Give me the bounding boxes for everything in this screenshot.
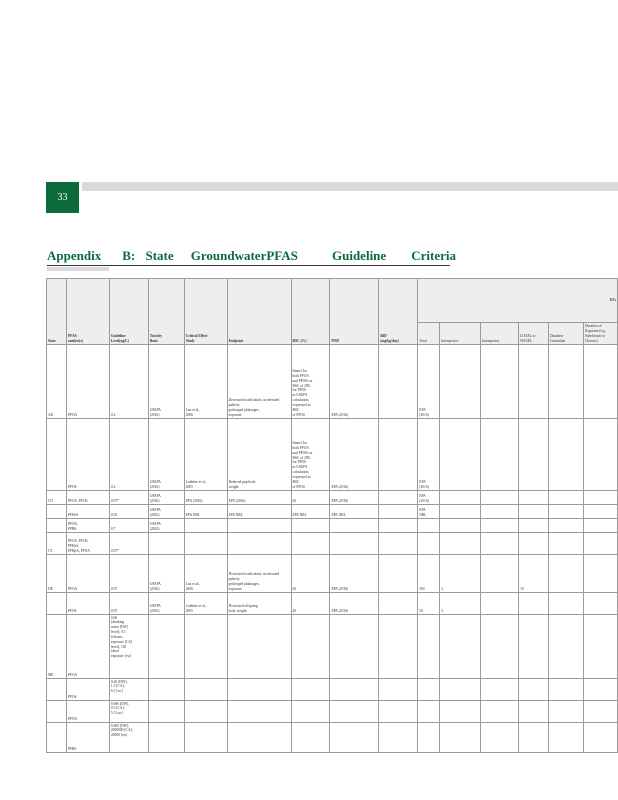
table-cell xyxy=(330,615,379,679)
table-cell: 0.07 xyxy=(109,593,148,615)
table-header-cell: RfD (mg/kg/day) xyxy=(379,279,418,345)
table-cell xyxy=(481,679,519,701)
table-cell xyxy=(184,615,227,679)
table-cell xyxy=(47,679,67,701)
title-word: Guideline xyxy=(332,248,387,263)
table-cell xyxy=(583,723,617,753)
table-cell xyxy=(227,533,291,555)
table-cell xyxy=(583,615,617,679)
appendix-title xyxy=(47,248,457,264)
table-cell: USEPA (2016) xyxy=(148,555,184,593)
table-cell xyxy=(549,505,584,519)
table-cell: PFOS xyxy=(66,679,109,701)
table-header-cell: RSC (%) xyxy=(291,279,330,345)
table-cell xyxy=(583,701,617,723)
table-cell xyxy=(184,519,227,533)
table-cell xyxy=(549,555,584,593)
title-word: State xyxy=(145,248,174,263)
table-cell: PFOS xyxy=(66,593,109,615)
table-cell xyxy=(519,519,549,533)
table-cell xyxy=(481,701,519,723)
table-cell xyxy=(47,519,67,533)
table-header-cell: Toxicity Basis xyxy=(148,279,184,345)
table-cell xyxy=(148,615,184,679)
table-cell: Reduced pup body weight xyxy=(227,419,291,491)
table-cell xyxy=(418,519,440,533)
table-header-cell: UFs xyxy=(418,279,618,323)
table-cell xyxy=(227,723,291,753)
table-cell xyxy=(481,723,519,753)
table-cell xyxy=(379,519,418,533)
table-cell xyxy=(227,701,291,723)
table-cell: PFOA xyxy=(66,555,109,593)
table-cell: EPA (2016) xyxy=(330,593,379,615)
title-word: GroundwaterPFAS xyxy=(190,248,298,263)
page-number: 33 xyxy=(46,182,79,213)
table-cell xyxy=(549,345,584,419)
table-cell: Decreased ossification; accelerated puberty prolonged phalanges, exposure xyxy=(227,345,291,419)
table-cell: 0.02 xyxy=(109,505,148,519)
uf-subheader-cell: Database Limitation xyxy=(549,323,584,345)
table-cell: Decreased offspring body weight xyxy=(227,593,291,615)
table-row xyxy=(47,723,618,753)
table-cell: 0.400 [DW]; 2000000 [CA]; 20000 [sw] xyxy=(109,723,148,753)
table-cell: Decreased ossification; accelerated puberty prolonged phalanges, exposure xyxy=(227,555,291,593)
table-cell xyxy=(291,533,330,555)
table-cell: 0.4 xyxy=(109,345,148,419)
table-cell: EPA NRL xyxy=(330,505,379,519)
table-cell xyxy=(519,723,549,753)
table-cell: DE xyxy=(47,555,67,593)
table-cell xyxy=(481,615,519,679)
table-cell: 20 xyxy=(291,491,330,505)
table-cell: EPA NRL xyxy=(184,505,227,519)
table-cell xyxy=(418,679,440,701)
table-cell xyxy=(227,519,291,533)
table-cell: PFOS xyxy=(66,419,109,491)
table-cell xyxy=(549,491,584,505)
table-cell xyxy=(519,533,549,555)
table-cell: PFOA xyxy=(66,345,109,419)
table-cell: 20 xyxy=(291,555,330,593)
table-cell xyxy=(184,723,227,753)
table-row xyxy=(47,615,618,679)
table-cell: EPA (2016) xyxy=(330,345,379,419)
table-cell: PFOA, PFOS, PFHxS, PFHpA, PFNA xyxy=(66,533,109,555)
table-cell xyxy=(330,679,379,701)
table-cell xyxy=(440,679,481,701)
table-cell: USEPA (2016) xyxy=(148,491,184,505)
table-cell: USEPA (2022) xyxy=(148,519,184,533)
table-cell xyxy=(379,419,418,491)
table-cell xyxy=(549,723,584,753)
table-cell xyxy=(379,723,418,753)
table-header-cell: Endpoint xyxy=(227,279,291,345)
table-header-cell: Critical Effect Study xyxy=(184,279,227,345)
table-cell: 0.07* xyxy=(109,533,148,555)
table-cell xyxy=(148,533,184,555)
table-cell: 0.06 [DW]; 1.5 [CA]; 6.5 [sw] xyxy=(109,679,148,701)
table-cell: 3 xyxy=(440,555,481,593)
uf-subheader-cell: Total xyxy=(418,323,440,345)
table-cell xyxy=(184,701,227,723)
table-cell xyxy=(440,615,481,679)
table-cell: Lau et al., 2006 xyxy=(184,345,227,419)
table-cell xyxy=(519,701,549,723)
table-cell xyxy=(379,533,418,555)
table-cell: EPA (2016) xyxy=(418,345,440,419)
table-cell xyxy=(379,345,418,419)
title-shade xyxy=(47,267,109,271)
table-header-cell: Guideline Level(ug/L) xyxy=(109,279,148,345)
table-row xyxy=(47,519,618,533)
table-cell xyxy=(379,615,418,679)
uf-subheader-cell: Duration of Exposure (e.g. Subchronic to Chronic) xyxy=(583,323,617,345)
table-cell: 10 xyxy=(519,555,549,593)
table-cell xyxy=(330,723,379,753)
table-cell: EPA (2016) xyxy=(330,491,379,505)
table-cell: USEPA (2016) xyxy=(148,593,184,615)
table-cell: EPA (2016) xyxy=(330,555,379,593)
table-row xyxy=(47,505,618,519)
table-cell: 300 xyxy=(418,555,440,593)
table-cell: EPA (2016) xyxy=(330,419,379,491)
table-cell xyxy=(184,679,227,701)
table-cell xyxy=(291,701,330,723)
table-cell xyxy=(227,679,291,701)
header-bar xyxy=(82,182,618,191)
table-cell: 20 xyxy=(291,593,330,615)
table-cell xyxy=(227,615,291,679)
table-cell xyxy=(481,533,519,555)
table-cell xyxy=(519,615,549,679)
table-cell xyxy=(481,593,519,615)
table-cell: CO xyxy=(47,491,67,505)
table-cell xyxy=(148,701,184,723)
table-cell: USEPA (2016) xyxy=(148,419,184,491)
table-cell xyxy=(379,491,418,505)
table-cell xyxy=(291,723,330,753)
table-cell: EPA (2016) xyxy=(418,419,440,491)
table-cell: EPA (2016) xyxy=(184,491,227,505)
table-cell: EPA NRL xyxy=(227,505,291,519)
table-cell: USEPA (2022) xyxy=(148,505,184,519)
table-cell xyxy=(440,505,481,519)
table-cell: EPA (2016) xyxy=(227,491,291,505)
table-cell xyxy=(440,533,481,555)
table-cell xyxy=(583,345,617,419)
table-cell xyxy=(47,419,67,491)
table-cell xyxy=(583,491,617,505)
table-cell xyxy=(379,555,418,593)
table-cell xyxy=(418,533,440,555)
table-row xyxy=(47,491,618,505)
uf-subheader-cell: Intraspecies xyxy=(481,323,519,345)
table-cell xyxy=(481,491,519,505)
table-row xyxy=(47,593,618,615)
table-cell xyxy=(549,533,584,555)
table-cell: Same (for both PFOA and PFOS) as RSC of 20% for PFOS as USEPA calculation, expressed as RSC of PFOS xyxy=(291,345,330,419)
table-cell xyxy=(519,593,549,615)
table-cell: ME xyxy=(47,615,67,679)
table-cell xyxy=(291,679,330,701)
table-cell xyxy=(47,701,67,723)
table-cell xyxy=(583,679,617,701)
uf-subheader-cell: LOAEL to NOAEL xyxy=(519,323,549,345)
table-cell xyxy=(440,345,481,419)
table-cell xyxy=(291,615,330,679)
table-cell xyxy=(379,701,418,723)
table-cell: 3 xyxy=(440,593,481,615)
table-cell xyxy=(519,491,549,505)
table-cell xyxy=(418,701,440,723)
table-cell xyxy=(519,679,549,701)
table-cell xyxy=(418,615,440,679)
table-cell: EPA NRL xyxy=(291,505,330,519)
title-word: B: xyxy=(122,248,136,263)
table-row xyxy=(47,701,618,723)
table-cell: 0.006 [DW]; 0.5 [CA]; 5.5 [sw] xyxy=(109,701,148,723)
table-cell: PFNA xyxy=(66,701,109,723)
table-cell: CT xyxy=(47,533,67,555)
title-underline xyxy=(47,265,450,266)
table-cell xyxy=(583,533,617,555)
table-cell xyxy=(330,533,379,555)
table-cell: PFOA xyxy=(66,615,109,679)
table-cell: USEPA (2016) xyxy=(148,345,184,419)
table-cell xyxy=(440,491,481,505)
table-cell xyxy=(330,519,379,533)
table-row xyxy=(47,419,618,491)
table-row xyxy=(47,555,618,593)
table-cell: Same (for both PFOA and PFOS) as RSC of 20% for PFOS as USEPA calculation, expressed as RSC of PFOS xyxy=(291,419,330,491)
guideline-table xyxy=(46,278,618,753)
table-cell xyxy=(549,419,584,491)
table-cell xyxy=(440,723,481,753)
table-cell: 0.7 xyxy=(109,519,148,533)
table-cell xyxy=(549,519,584,533)
table-cell xyxy=(148,679,184,701)
table-cell: 0.07* xyxy=(109,491,148,505)
table-cell xyxy=(379,679,418,701)
table-cell: AK xyxy=(47,345,67,419)
table-cell: PFOA, PFOS xyxy=(66,491,109,505)
table-cell xyxy=(549,701,584,723)
table-cell xyxy=(379,593,418,615)
table-cell xyxy=(519,345,549,419)
table-cell xyxy=(549,615,584,679)
table-cell xyxy=(583,519,617,533)
table-header-cell: PFAS analyte(s) xyxy=(66,279,109,345)
table-cell xyxy=(379,505,418,519)
uf-subheader-cell: Interspecies xyxy=(440,323,481,345)
table-cell xyxy=(184,533,227,555)
table-cell xyxy=(148,723,184,753)
table-cell: 0.4 xyxy=(109,419,148,491)
table-cell: EPA (2016) xyxy=(418,491,440,505)
table-header-cell: State xyxy=(47,279,67,345)
table-row xyxy=(47,679,618,701)
table-cell: Luebker et al., 2005 xyxy=(184,593,227,615)
table-cell: PFBS xyxy=(66,723,109,753)
table-cell xyxy=(519,505,549,519)
table-cell: Luebker et al., 2005 xyxy=(184,419,227,491)
table-cell xyxy=(440,701,481,723)
table-cell xyxy=(481,505,519,519)
table-cell xyxy=(418,723,440,753)
table-cell xyxy=(47,723,67,753)
table-cell xyxy=(481,519,519,533)
table-cell xyxy=(330,701,379,723)
table-cell xyxy=(549,679,584,701)
table-row xyxy=(47,345,618,419)
table-cell xyxy=(583,555,617,593)
table-row xyxy=(47,533,618,555)
table-cell: PFHxS xyxy=(66,505,109,519)
table-cell xyxy=(583,505,617,519)
table-cell xyxy=(549,593,584,615)
table-cell xyxy=(47,505,67,519)
table-cell: 30 xyxy=(418,593,440,615)
table-cell xyxy=(291,519,330,533)
table-cell xyxy=(440,519,481,533)
table-cell xyxy=(47,593,67,615)
table-cell xyxy=(440,419,481,491)
title-word: Criteria xyxy=(411,248,457,263)
table-cell xyxy=(481,345,519,419)
table-cell xyxy=(481,419,519,491)
title-word: Appendix xyxy=(47,248,102,263)
table-cell: EPA NRL xyxy=(418,505,440,519)
table-header-cell: POD xyxy=(330,279,379,345)
table-cell: Lau et al., 2006 xyxy=(184,555,227,593)
table-cell: PFNA, PFBS xyxy=(66,519,109,533)
table-cell xyxy=(481,555,519,593)
table-cell xyxy=(583,593,617,615)
table-cell xyxy=(519,419,549,491)
table-cell: 0.06 (drinking water [DW] level); 0.5 (chronic exposure [CA] level); 120 (short exposure [sw] xyxy=(109,615,148,679)
table-cell xyxy=(583,419,617,491)
table-cell: 0.07 xyxy=(109,555,148,593)
